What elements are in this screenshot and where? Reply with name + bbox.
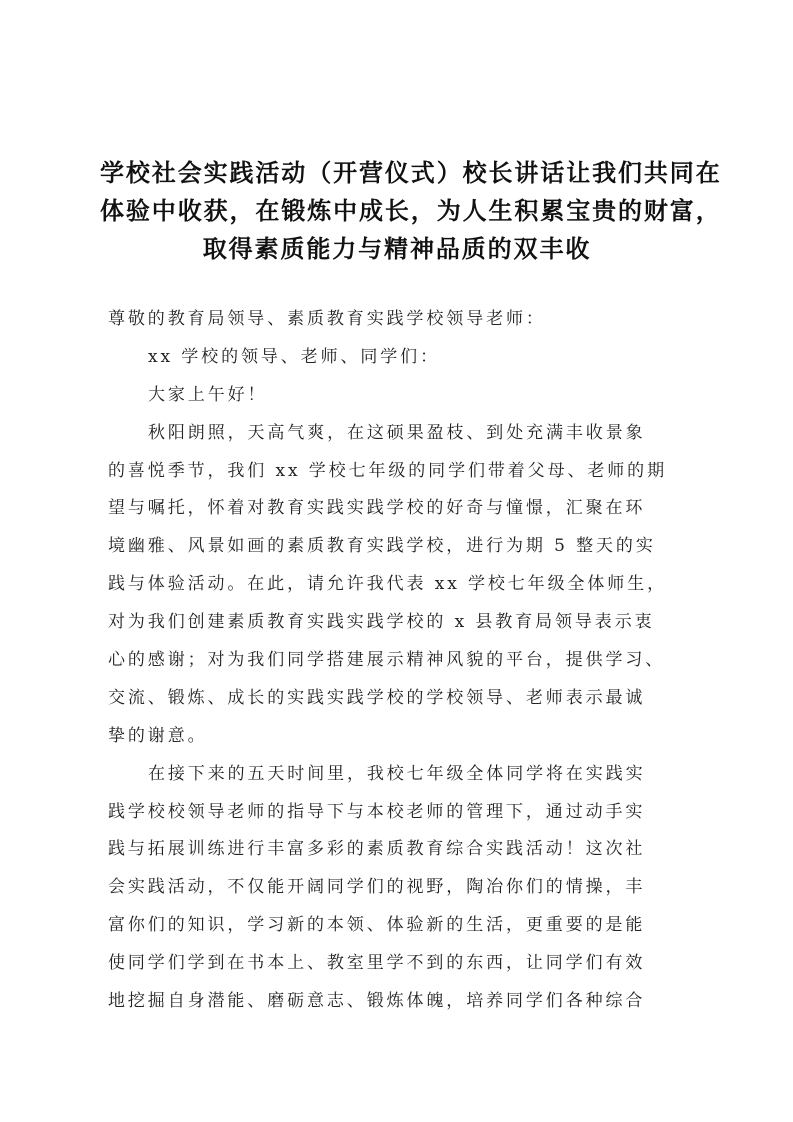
- document-title: [100, 154, 722, 268]
- paragraph-line: 的喜悦季节，我们 xx 学校七年级的同学们带着父母、老师的期: [108, 460, 667, 481]
- paragraph-line: 挚的谢意。: [108, 725, 208, 746]
- paragraph-line: 践与拓展训练进行丰富多彩的素质教育综合实践活动！这次社: [108, 839, 646, 860]
- paragraph-line: 践学校校领导老师的指导下与本校老师的管理下，通过动手实: [108, 801, 646, 822]
- paragraph-line: 地挖掘自身潜能、磨砺意志、锻炼体魄，培养同学们各种综合: [108, 991, 646, 1012]
- document-body: [108, 301, 708, 1021]
- title-line: 体验中收获，在锻炼中成长，为人生积累宝贵的财富，: [100, 197, 722, 225]
- paragraph-line: 对为我们创建素质教育实践实践学校的 x 县教育局领导表示衷: [108, 612, 655, 633]
- paragraph-line: 在接下来的五天时间里，我校七年级全体同学将在实践实: [148, 763, 646, 784]
- salutation-secondary: xx 学校的领导、老师、同学们：: [148, 346, 440, 367]
- paragraph-2: [108, 756, 708, 1021]
- title-line: 取得素质能力与精神品质的双丰收: [202, 235, 592, 263]
- paragraph-line: 秋阳朗照，天高气爽，在这硕果盈枝、到处充满丰收景象: [148, 422, 646, 443]
- paragraph-line: 富你们的知识，学习新的本领、体验新的生活，更重要的是能: [108, 915, 646, 936]
- paragraph-line: 践与体验活动。在此，请允许我代表 xx 学校七年级全体师生，: [108, 574, 667, 595]
- title-line: 学校社会实践活动（开营仪式）校长讲话让我们共同在: [100, 159, 722, 187]
- paragraph-line: 心的感谢；对为我们同学搭建展示精神风貌的平台，提供学习、: [108, 650, 666, 671]
- greeting: 大家上午好！: [148, 384, 268, 405]
- paragraph-line: 交流、锻炼、成长的实践实践学校的学校领导、老师表示最诚: [108, 687, 646, 708]
- paragraph-line: 会实践活动，不仅能开阔同学们的视野，陶冶你们的情操，丰: [108, 877, 646, 898]
- paragraph-line: 望与嘱托，怀着对教育实践实践学校的好奇与憧憬，汇聚在环: [108, 498, 646, 519]
- paragraph-line: 使同学们学到在书本上、教室里学不到的东西，让同学们有效: [108, 953, 646, 974]
- paragraph-1: [108, 415, 708, 756]
- salutation: 尊敬的教育局领导、素质教育实践学校领导老师：: [108, 309, 546, 329]
- paragraph-line: 境幽雅、风景如画的素质教育实践学校，进行为期 5 整天的实: [108, 536, 656, 557]
